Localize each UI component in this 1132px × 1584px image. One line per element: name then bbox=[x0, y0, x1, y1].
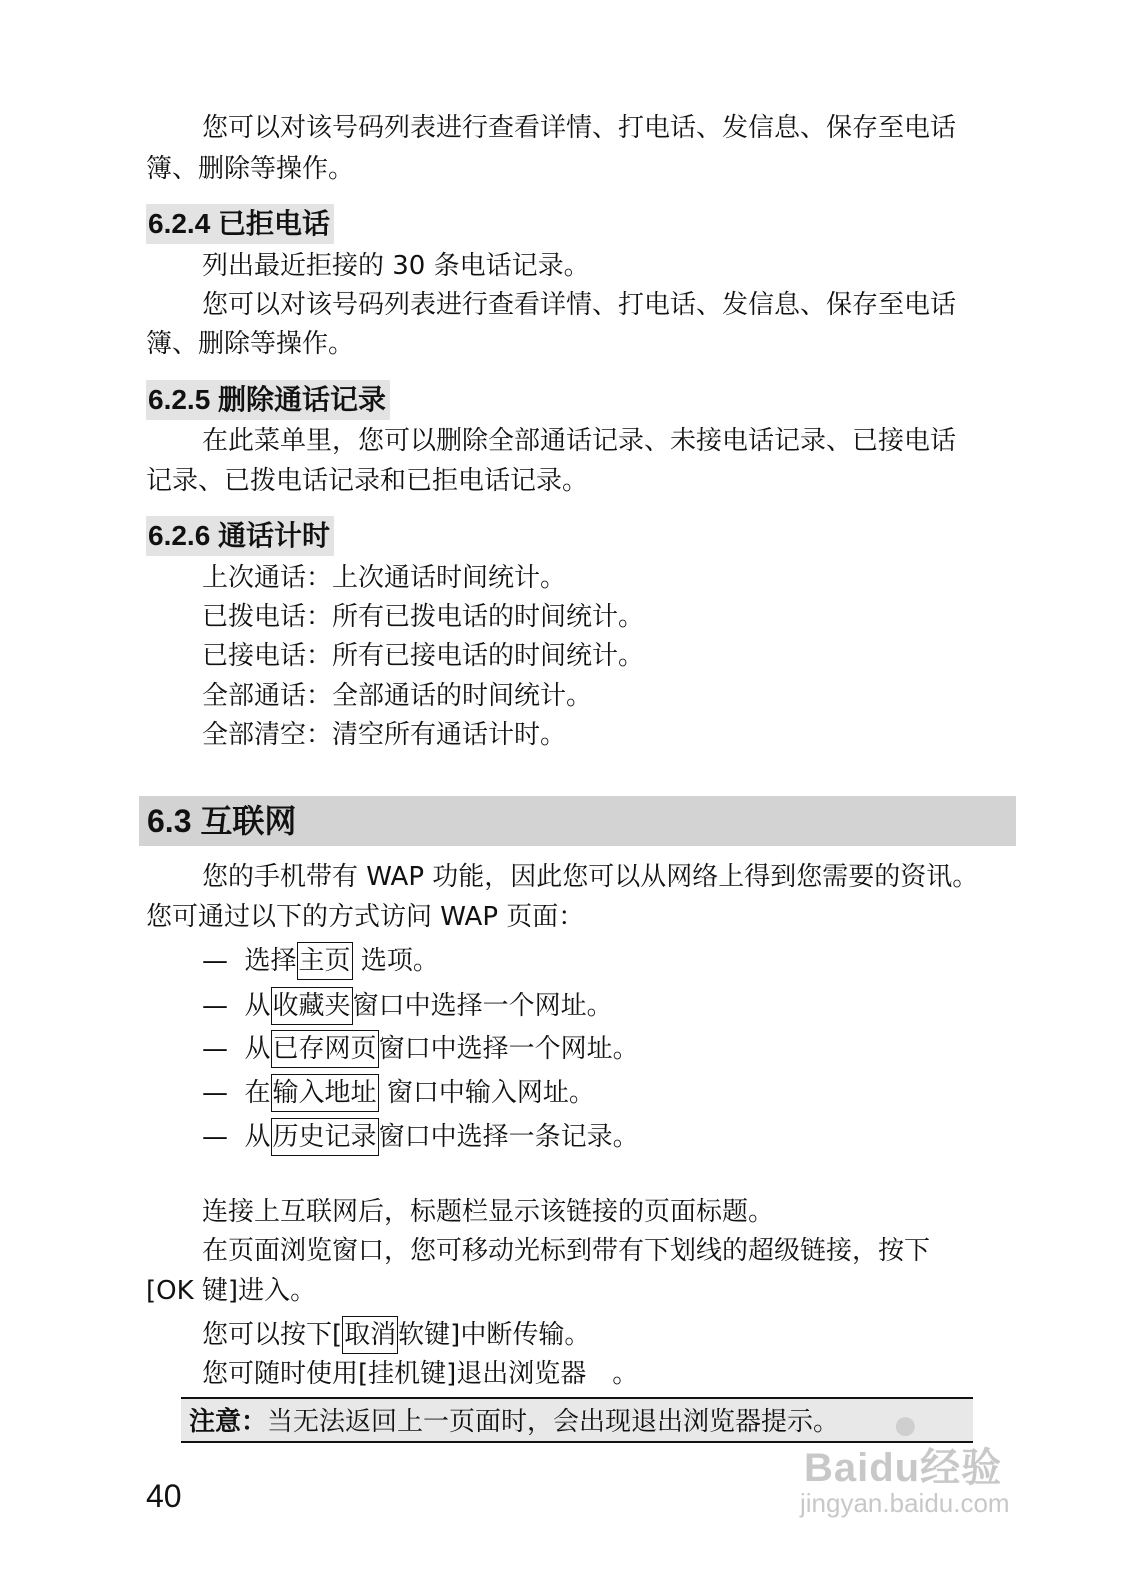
timer-item: 已接电话：所有已接电话的时间统计。 bbox=[202, 641, 645, 671]
page-number: 40 bbox=[146, 1478, 182, 1514]
watermark-logo: Baidu经验 bbox=[804, 1446, 1003, 1490]
access-method-item bbox=[202, 1074, 595, 1112]
intro-line-1: 您可以对该号码列表进行查看详情、打电话、发信息、保存至电话 bbox=[202, 113, 957, 143]
paw-icon: ● bbox=[892, 1400, 919, 1449]
heading-6-3: 6.3 互联网 bbox=[139, 796, 1016, 846]
bullet-suffix: 窗口中选择一个网址。 bbox=[378, 1034, 639, 1064]
bullet-suffix: 窗口中选择一条记录。 bbox=[378, 1122, 639, 1152]
note-label: 注意： bbox=[189, 1407, 268, 1437]
dash: — bbox=[202, 1122, 228, 1152]
timer-item: 上次通话：上次通话时间统计。 bbox=[202, 563, 567, 593]
bullet-suffix: 窗口中选择一个网址。 bbox=[352, 991, 613, 1021]
para-6-3-5: 您可随时使用[挂机键]退出浏览器 。 bbox=[202, 1359, 639, 1389]
bullet-suffix: 选项。 bbox=[352, 946, 439, 976]
para-6-3-2: 连接上互联网后，标题栏显示该链接的页面标题。 bbox=[202, 1197, 775, 1227]
para-6-2-4-1: 列出最近拒接的 30 条电话记录。 bbox=[202, 251, 590, 281]
bullet-prefix: 从 bbox=[244, 1122, 271, 1152]
para-6-3-3b: [OK 键]进入。 bbox=[146, 1276, 317, 1306]
boxed-menu-term: 输入地址 bbox=[271, 1074, 379, 1112]
cancel-text-prefix: 您可以按下[ bbox=[202, 1320, 343, 1350]
note-text: 当无法返回上一页面时，会出现退出浏览器提示。 bbox=[267, 1407, 840, 1437]
boxed-cancel-term: 取消 bbox=[342, 1316, 398, 1354]
bullet-prefix: 从 bbox=[244, 991, 271, 1021]
para-6-3-1a: 您的手机带有 WAP 功能，因此您可以从网络上得到您需要的资讯。 bbox=[202, 862, 979, 892]
dash: — bbox=[202, 946, 228, 976]
heading-6-2-6: 6.2.6 通话计时 bbox=[146, 516, 334, 556]
bullet-prefix: 从 bbox=[244, 1034, 271, 1064]
dash: — bbox=[202, 991, 228, 1021]
access-method-item bbox=[202, 942, 439, 980]
boxed-menu-term: 收藏夹 bbox=[271, 987, 353, 1025]
baidu-watermark bbox=[800, 1400, 1060, 1530]
timer-item: 全部通话：全部通话的时间统计。 bbox=[202, 681, 593, 711]
bullet-suffix: 窗口中输入网址。 bbox=[378, 1078, 595, 1108]
bullet-prefix: 在 bbox=[244, 1078, 271, 1108]
boxed-menu-term: 已存网页 bbox=[271, 1030, 379, 1068]
watermark-url: jingyan.baidu.com bbox=[800, 1488, 1010, 1518]
dash: — bbox=[202, 1034, 228, 1064]
para-6-3-3a: 在页面浏览窗口，您可移动光标到带有下划线的超级链接，按下 bbox=[202, 1236, 931, 1266]
dash: — bbox=[202, 1078, 228, 1108]
heading-6-2-5: 6.2.5 删除通话记录 bbox=[146, 380, 390, 420]
bullet-prefix: 选择 bbox=[244, 946, 297, 976]
access-method-item bbox=[202, 1030, 639, 1068]
access-method-item bbox=[202, 1118, 639, 1156]
para-6-2-5-1b: 记录、已拨电话记录和已拒电话记录。 bbox=[146, 466, 589, 496]
para-6-3-4 bbox=[202, 1316, 590, 1354]
intro-line-2: 簿、删除等操作。 bbox=[146, 154, 355, 184]
para-6-3-1b: 您可通过以下的方式访问 WAP 页面： bbox=[146, 902, 585, 932]
cancel-text-suffix: 软键]中断传输。 bbox=[398, 1320, 591, 1350]
para-6-2-4-2b: 簿、删除等操作。 bbox=[146, 329, 355, 359]
heading-6-2-4: 6.2.4 已拒电话 bbox=[146, 204, 334, 244]
access-method-item bbox=[202, 987, 613, 1025]
timer-item: 已拨电话：所有已拨电话的时间统计。 bbox=[202, 602, 645, 632]
boxed-menu-term: 历史记录 bbox=[271, 1118, 379, 1156]
timer-item: 全部清空：清空所有通话计时。 bbox=[202, 720, 567, 750]
boxed-menu-term: 主页 bbox=[297, 942, 353, 980]
para-6-2-5-1a: 在此菜单里，您可以删除全部通话记录、未接电话记录、已接电话 bbox=[202, 426, 957, 456]
para-6-2-4-2a: 您可以对该号码列表进行查看详情、打电话、发信息、保存至电话 bbox=[202, 290, 957, 320]
